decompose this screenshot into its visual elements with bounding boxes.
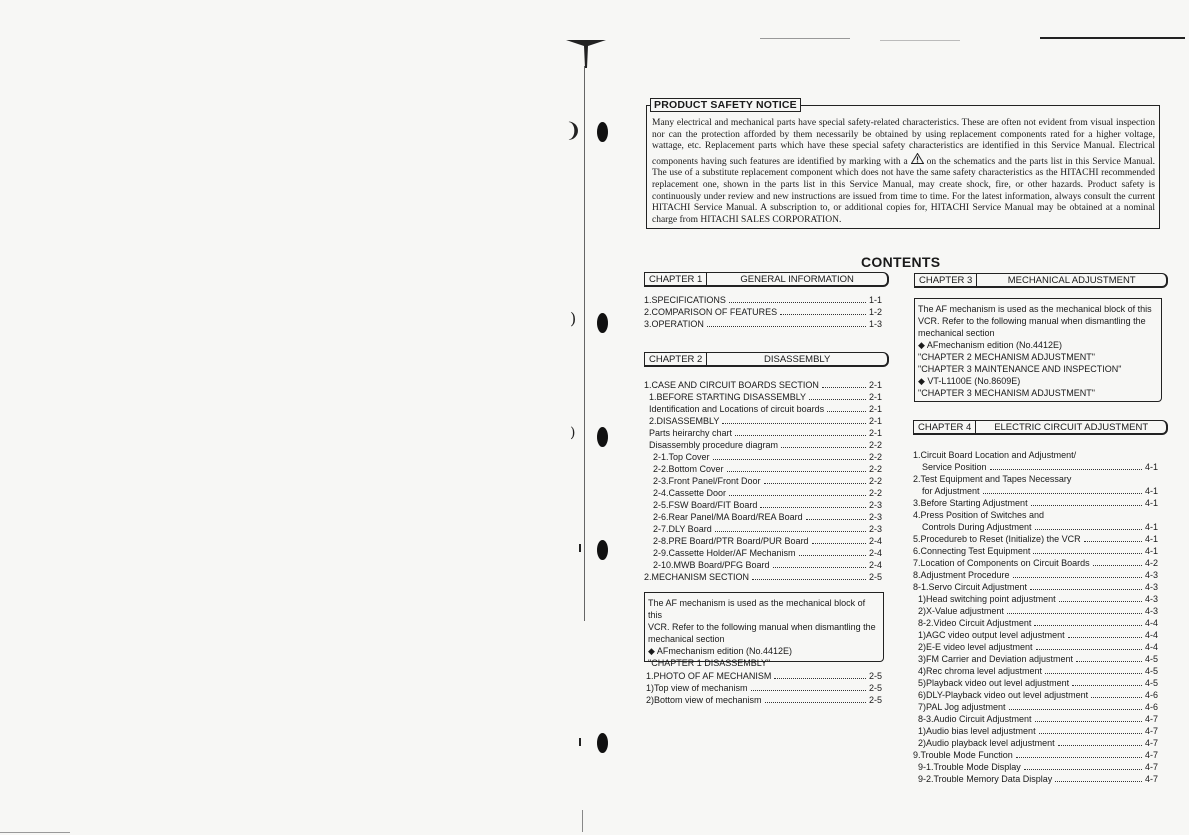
toc-entry — [644, 475, 882, 487]
toc-entry-title: 4.Press Position of Switches and — [913, 510, 1045, 520]
chapter-2-toc — [644, 379, 882, 583]
toc-entry-title: 2)Bottom view of mechanism — [646, 695, 762, 705]
chapter-2-title: DISASSEMBLY — [763, 353, 831, 365]
toc-entry — [644, 487, 882, 499]
toc-entry-title: 9-1.Trouble Mode Display — [918, 762, 1021, 772]
toc-entry — [644, 294, 882, 306]
toc-entry — [644, 511, 882, 523]
toc-entry-title: 2-10.MWB Board/PFG Board — [653, 560, 770, 570]
toc-entry-title: Disassembly procedure diagram — [649, 440, 779, 450]
punch-hole — [597, 540, 608, 560]
contents-title: CONTENTS — [861, 254, 941, 270]
toc-entry — [646, 670, 882, 682]
toc-page-number: 4-4 — [1144, 618, 1158, 628]
top-rule-right — [1040, 37, 1185, 39]
toc-entry-title: 3)FM Carrier and Deviation adjustment — [918, 654, 1074, 664]
toc-entry — [644, 318, 882, 330]
toc-entry-title: 3.Before Starting Adjustment — [913, 498, 1028, 508]
note-line: VCR. Refer to the following manual when dismantling the — [918, 316, 1146, 326]
toc-entry — [646, 694, 882, 706]
binding-edge-line — [584, 66, 585, 621]
toc-page-number: 2-4 — [868, 536, 882, 546]
toc-entry — [644, 379, 882, 391]
toc-leader-dots — [799, 547, 866, 556]
binder-hook-mark: ) — [570, 425, 576, 441]
chapter-2-number: CHAPTER 2 — [645, 353, 707, 365]
toc-page-number: 2-2 — [868, 440, 882, 450]
toc-entry-title: 2-9.Cassette Holder/AF Mechanism — [653, 548, 796, 558]
toc-entry — [644, 463, 882, 475]
toc-page-number: 4-5 — [1144, 666, 1158, 676]
toc-entry-title: for Adjustment — [922, 486, 980, 496]
toc-page-number: 2-5 — [868, 671, 882, 681]
toc-leader-dots — [1007, 605, 1142, 614]
toc-page-number: 4-2 — [1144, 558, 1158, 568]
binder-tick — [579, 738, 581, 746]
toc-leader-dots — [983, 485, 1142, 494]
toc-page-number: 4-3 — [1144, 570, 1158, 580]
chapter-3-title: MECHANICAL ADJUSTMENT — [1007, 274, 1136, 286]
toc-entry — [644, 415, 882, 427]
toc-page-number: 4-1 — [1144, 486, 1158, 496]
toc-page-number: 4-6 — [1144, 690, 1158, 700]
toc-entry — [644, 451, 882, 463]
toc-leader-dots — [707, 318, 866, 327]
toc-leader-dots — [1068, 629, 1142, 638]
toc-leader-dots — [752, 571, 866, 580]
toc-leader-dots — [1013, 569, 1142, 578]
toc-entry — [644, 571, 882, 583]
toc-page-number: 2-1 — [868, 428, 882, 438]
toc-leader-dots — [1045, 665, 1142, 674]
toc-page-number: 2-3 — [868, 500, 882, 510]
toc-leader-dots — [751, 682, 866, 691]
toc-page-number: 2-4 — [868, 560, 882, 570]
toc-entry-title: 9-2.Trouble Memory Data Display — [918, 774, 1053, 784]
toc-entry — [913, 473, 1158, 485]
toc-leader-dots — [812, 535, 866, 544]
toc-leader-dots — [765, 694, 866, 703]
toc-leader-dots — [827, 403, 866, 412]
toc-entry — [913, 641, 1158, 653]
toc-page-number: 4-3 — [1144, 594, 1158, 604]
toc-entry — [644, 427, 882, 439]
toc-entry — [913, 509, 1158, 521]
toc-leader-dots — [1035, 713, 1142, 722]
toc-entry-title: 2.MECHANISM SECTION — [644, 572, 750, 582]
note-line: mechanical section — [648, 634, 725, 644]
toc-entry-title: 4)Rec chroma level adjustment — [918, 666, 1043, 676]
toc-entry-title: 2-1.Top Cover — [653, 452, 710, 462]
toc-entry — [913, 605, 1158, 617]
toc-entry — [913, 461, 1158, 473]
toc-leader-dots — [764, 475, 866, 484]
toc-entry — [644, 403, 882, 415]
chapter-4-toc — [913, 449, 1158, 785]
chapter-4-number: CHAPTER 4 — [914, 421, 976, 433]
toc-page-number: 4-7 — [1144, 750, 1158, 760]
toc-entry-title: 1.Circuit Board Location and Adjustment/ — [913, 450, 1077, 460]
toc-page-number: 4-7 — [1144, 762, 1158, 772]
chapter-4-title: ELECTRIC CIRCUIT ADJUSTMENT — [994, 421, 1149, 433]
toc-leader-dots — [1093, 557, 1142, 566]
toc-page-number: 4-5 — [1144, 678, 1158, 688]
toc-entry-title: Parts heirarchy chart — [649, 428, 733, 438]
toc-entry-title: 1)AGC video output level adjustment — [918, 630, 1065, 640]
note-line: ◆ AFmechanism edition (No.4412E) — [648, 646, 792, 656]
toc-leader-dots — [1058, 737, 1142, 746]
toc-leader-dots — [774, 670, 866, 679]
punch-hole — [597, 313, 608, 333]
toc-leader-dots — [1036, 641, 1142, 650]
toc-entry-title: 2-4.Cassette Door — [653, 488, 727, 498]
toc-entry-title: Identification and Locations of circuit boards — [649, 404, 825, 414]
toc-entry — [913, 713, 1158, 725]
toc-entry — [644, 559, 882, 571]
toc-entry-title: 8-1.Servo Circuit Adjustment — [913, 582, 1028, 592]
toc-leader-dots — [1034, 617, 1142, 626]
toc-page-number: 4-7 — [1144, 726, 1158, 736]
toc-entry-title: 1)Top view of mechanism — [646, 683, 748, 693]
toc-leader-dots — [1031, 497, 1142, 506]
toc-entry-title: 9.Trouble Mode Function — [913, 750, 1013, 760]
toc-entry — [913, 617, 1158, 629]
toc-leader-dots — [735, 427, 866, 436]
toc-leader-dots — [773, 559, 866, 568]
toc-leader-dots — [781, 439, 866, 448]
toc-entry — [913, 521, 1158, 533]
toc-page-number: 2-1 — [868, 392, 882, 402]
toc-leader-dots — [1030, 581, 1142, 590]
toc-entry-title: Controls During Adjustment — [922, 522, 1032, 532]
toc-entry — [646, 682, 882, 694]
note-line: "CHAPTER 3 MAINTENANCE AND INSPECTION" — [918, 364, 1122, 374]
warning-triangle-icon — [911, 153, 924, 168]
toc-entry-title: 2)Audio playback level adjustment — [918, 738, 1055, 748]
notice-title: PRODUCT SAFETY NOTICE — [650, 98, 801, 112]
binder-hook-mark: ) — [570, 309, 577, 328]
toc-entry — [913, 449, 1158, 461]
toc-page-number: 2-5 — [868, 683, 882, 693]
chapter-2-header — [644, 352, 889, 367]
toc-leader-dots — [729, 487, 866, 496]
notice-text-part2: on the schematics and the parts list in this Service Manual. The use of a substitute replacement component which does not have the same safety characteristics as the HITACHI recommended replacement one, shown in the parts list in this Service Manual, may create shock, fire, or other hazards. Product safety is continuously under review and new instructions are issued from time to time. For the latest information, always consult the current HITACHI Service Manual. A subscription to, or additional copies for, HITACHI Service Manual may be obtained at a nominal charge from HITACHI SALES CORPORATION. — [652, 156, 1155, 225]
toc-leader-dots — [1055, 773, 1142, 782]
toc-entry — [644, 391, 882, 403]
toc-page-number: 2-1 — [868, 404, 882, 414]
toc-leader-dots — [1084, 533, 1142, 542]
toc-page-number: 1-3 — [868, 319, 882, 329]
toc-entry-title: 3.OPERATION — [644, 319, 704, 329]
toc-entry — [913, 737, 1158, 749]
toc-page-number: 4-4 — [1144, 642, 1158, 652]
toc-leader-dots — [760, 499, 866, 508]
toc-entry-title: 7)PAL Jog adjustment — [918, 702, 1006, 712]
top-rule-left — [760, 38, 850, 39]
toc-entry-title: 2-3.Front Panel/Front Door — [653, 476, 761, 486]
chapter-3-header — [914, 273, 1168, 288]
bottom-rule — [0, 832, 70, 833]
note-line: ◆ AFmechanism edition (No.4412E) — [918, 340, 1062, 350]
toc-entry-title: Service Position — [922, 462, 987, 472]
toc-page-number: 2-2 — [868, 488, 882, 498]
toc-leader-dots — [1033, 545, 1142, 554]
chapter-1-title: GENERAL INFORMATION — [740, 273, 854, 285]
toc-leader-dots — [1016, 749, 1142, 758]
chapter-3-number: CHAPTER 3 — [915, 274, 977, 286]
note-line: mechanical section — [918, 328, 995, 338]
toc-page-number: 4-7 — [1144, 714, 1158, 724]
toc-leader-dots — [822, 379, 866, 388]
toc-entry — [913, 485, 1158, 497]
toc-entry — [644, 523, 882, 535]
toc-page-number: 4-4 — [1144, 630, 1158, 640]
toc-page-number: 4-1 — [1144, 522, 1158, 532]
toc-page-number: 4-6 — [1144, 702, 1158, 712]
chapter-4-header — [913, 420, 1168, 435]
toc-entry-title: 1)Audio bias level adjustment — [918, 726, 1036, 736]
toc-page-number: 1-1 — [868, 295, 882, 305]
toc-page-number: 2-3 — [868, 524, 882, 534]
toc-leader-dots — [729, 294, 866, 303]
toc-entry — [644, 306, 882, 318]
toc-entry — [913, 761, 1158, 773]
toc-entry-title: 8-3.Audio Circuit Adjustment — [918, 714, 1032, 724]
toc-entry-title: 2.Test Equipment and Tapes Necessary — [913, 474, 1072, 484]
toc-entry — [644, 535, 882, 547]
punch-hole — [597, 733, 608, 753]
toc-page-number: 2-2 — [868, 476, 882, 486]
toc-page-number: 2-1 — [868, 380, 882, 390]
toc-page-number: 2-3 — [868, 512, 882, 522]
toc-entry — [913, 725, 1158, 737]
toc-leader-dots — [1091, 689, 1142, 698]
toc-entry — [913, 545, 1158, 557]
toc-entry-title: 2.COMPARISON OF FEATURES — [644, 307, 778, 317]
toc-page-number: 4-5 — [1144, 654, 1158, 664]
note-line: The AF mechanism is used as the mechanical block of this — [918, 304, 1152, 314]
toc-entry-title: 1.PHOTO OF AF MECHANISM — [646, 671, 772, 681]
toc-entry — [913, 665, 1158, 677]
toc-page-number: 1-2 — [868, 307, 882, 317]
notice-text-part1: Many electrical and mechanical parts have special safety-related characteristics. These are often not evident from visual inspection nor can the protection afforded by them necessarily be obtained by using replacement components rated for a higher voltage, wattage, etc. Replacement parts which have these special safety characteristics are identified in this Service Manual. Electrical components having such features are identified by marking with a — [652, 118, 1155, 167]
toc-page-number: 2-5 — [868, 695, 882, 705]
binder-clip-mark — [566, 38, 606, 68]
chapter-1-header — [644, 272, 889, 287]
toc-leader-dots — [780, 306, 866, 315]
chapter-3-note-box — [914, 298, 1162, 402]
toc-page-number: 4-3 — [1144, 606, 1158, 616]
toc-entry — [913, 593, 1158, 605]
toc-entry — [913, 701, 1158, 713]
toc-entry — [913, 653, 1158, 665]
toc-entry-title: 2)E-E video level adjustment — [918, 642, 1033, 652]
chapter-1-toc — [644, 294, 882, 330]
toc-entry — [913, 533, 1158, 545]
toc-entry — [913, 689, 1158, 701]
toc-entry-title: 8-2.Video Circuit Adjustment — [918, 618, 1032, 628]
toc-entry-title: 1)Head switching point adjustment — [918, 594, 1056, 604]
toc-leader-dots — [727, 463, 866, 472]
toc-leader-dots — [1072, 677, 1142, 686]
toc-page-number: 4-1 — [1144, 534, 1158, 544]
toc-entry — [913, 569, 1158, 581]
toc-entry — [913, 497, 1158, 509]
note-line: The AF mechanism is used as the mechanical block of this — [648, 598, 866, 620]
toc-page-number: 4-1 — [1144, 546, 1158, 556]
toc-leader-dots — [722, 415, 866, 424]
toc-entry — [644, 439, 882, 451]
toc-page-number: 2-1 — [868, 416, 882, 426]
toc-page-number: 4-1 — [1144, 462, 1158, 472]
toc-page-number: 4-3 — [1144, 582, 1158, 592]
toc-leader-dots — [1039, 725, 1142, 734]
toc-leader-dots — [1059, 593, 1142, 602]
toc-page-number: 2-4 — [868, 548, 882, 558]
toc-entry — [913, 749, 1158, 761]
punch-hole — [597, 427, 608, 447]
toc-entry-title: 7.Location of Components on Circuit Boards — [913, 558, 1090, 568]
chapter-1-number: CHAPTER 1 — [645, 273, 707, 285]
toc-entry — [913, 557, 1158, 569]
toc-page-number: 4-7 — [1144, 774, 1158, 784]
toc-entry — [644, 499, 882, 511]
toc-leader-dots — [990, 461, 1142, 470]
toc-entry-title: 2-7.DLY Board — [653, 524, 712, 534]
toc-entry-title: 6)DLY-Playback video out level adjustment — [918, 690, 1089, 700]
toc-entry-title: 2-2.Bottom Cover — [653, 464, 724, 474]
toc-entry-title: 2-6.Rear Panel/MA Board/REA Board — [653, 512, 803, 522]
toc-entry-title: 6.Connecting Test Equipment — [913, 546, 1031, 556]
note-line: "CHAPTER 1 DISASSEMBLY" — [648, 658, 771, 668]
toc-entry-title: 1.CASE AND CIRCUIT BOARDS SECTION — [644, 380, 819, 390]
toc-page-number: 2-5 — [868, 572, 882, 582]
toc-page-number: 4-7 — [1144, 738, 1158, 748]
binder-hook-mark: ❩ — [565, 118, 582, 142]
note-line: ◆ VT-L1100E (No.8609E) — [918, 376, 1021, 386]
chapter-2-note-box — [644, 592, 884, 668]
toc-page-number: 2-2 — [868, 452, 882, 462]
toc-leader-dots — [1024, 761, 1142, 770]
toc-entry-title: 8.Adjustment Procedure — [913, 570, 1010, 580]
note-line: VCR. Refer to the following manual when dismantling the — [648, 622, 876, 632]
notice-text — [652, 118, 1155, 226]
chapter-2-toc-af — [646, 670, 882, 706]
toc-entry-title: 2)X-Value adjustment — [918, 606, 1004, 616]
note-line: "CHAPTER 3 MECHANISM ADJUSTMENT" — [918, 388, 1095, 398]
toc-entry — [913, 581, 1158, 593]
toc-entry-title: 5)Playback video out level adjustment — [918, 678, 1070, 688]
toc-entry-title: 1.SPECIFICATIONS — [644, 295, 726, 305]
toc-entry — [913, 773, 1158, 785]
toc-page-number: 4-1 — [1144, 498, 1158, 508]
toc-leader-dots — [1035, 521, 1142, 530]
toc-entry-title: 2.DISASSEMBLY — [649, 416, 720, 426]
product-safety-notice — [646, 99, 1160, 229]
toc-leader-dots — [713, 451, 866, 460]
toc-entry — [913, 677, 1158, 689]
binder-tick — [579, 544, 581, 552]
toc-leader-dots — [806, 511, 866, 520]
toc-leader-dots — [715, 523, 866, 532]
toc-entry — [913, 629, 1158, 641]
toc-entry-title: 1.BEFORE STARTING DISASSEMBLY — [649, 392, 807, 402]
toc-page-number: 2-2 — [868, 464, 882, 474]
toc-entry — [644, 547, 882, 559]
toc-entry-title: 5.Procedureb to Reset (Initialize) the VCR — [913, 534, 1081, 544]
top-rule-mid — [880, 40, 960, 41]
binding-edge-line-lower — [582, 810, 583, 832]
toc-entry-title: 2-5.FSW Board/FIT Board — [653, 500, 758, 510]
toc-entry-title: 2-8.PRE Board/PTR Board/PUR Board — [653, 536, 809, 546]
toc-leader-dots — [1076, 653, 1142, 662]
note-line: "CHAPTER 2 MECHANISM ADJUSTMENT" — [918, 352, 1095, 362]
punch-hole — [597, 122, 608, 142]
toc-leader-dots — [809, 391, 866, 400]
toc-leader-dots — [1009, 701, 1142, 710]
